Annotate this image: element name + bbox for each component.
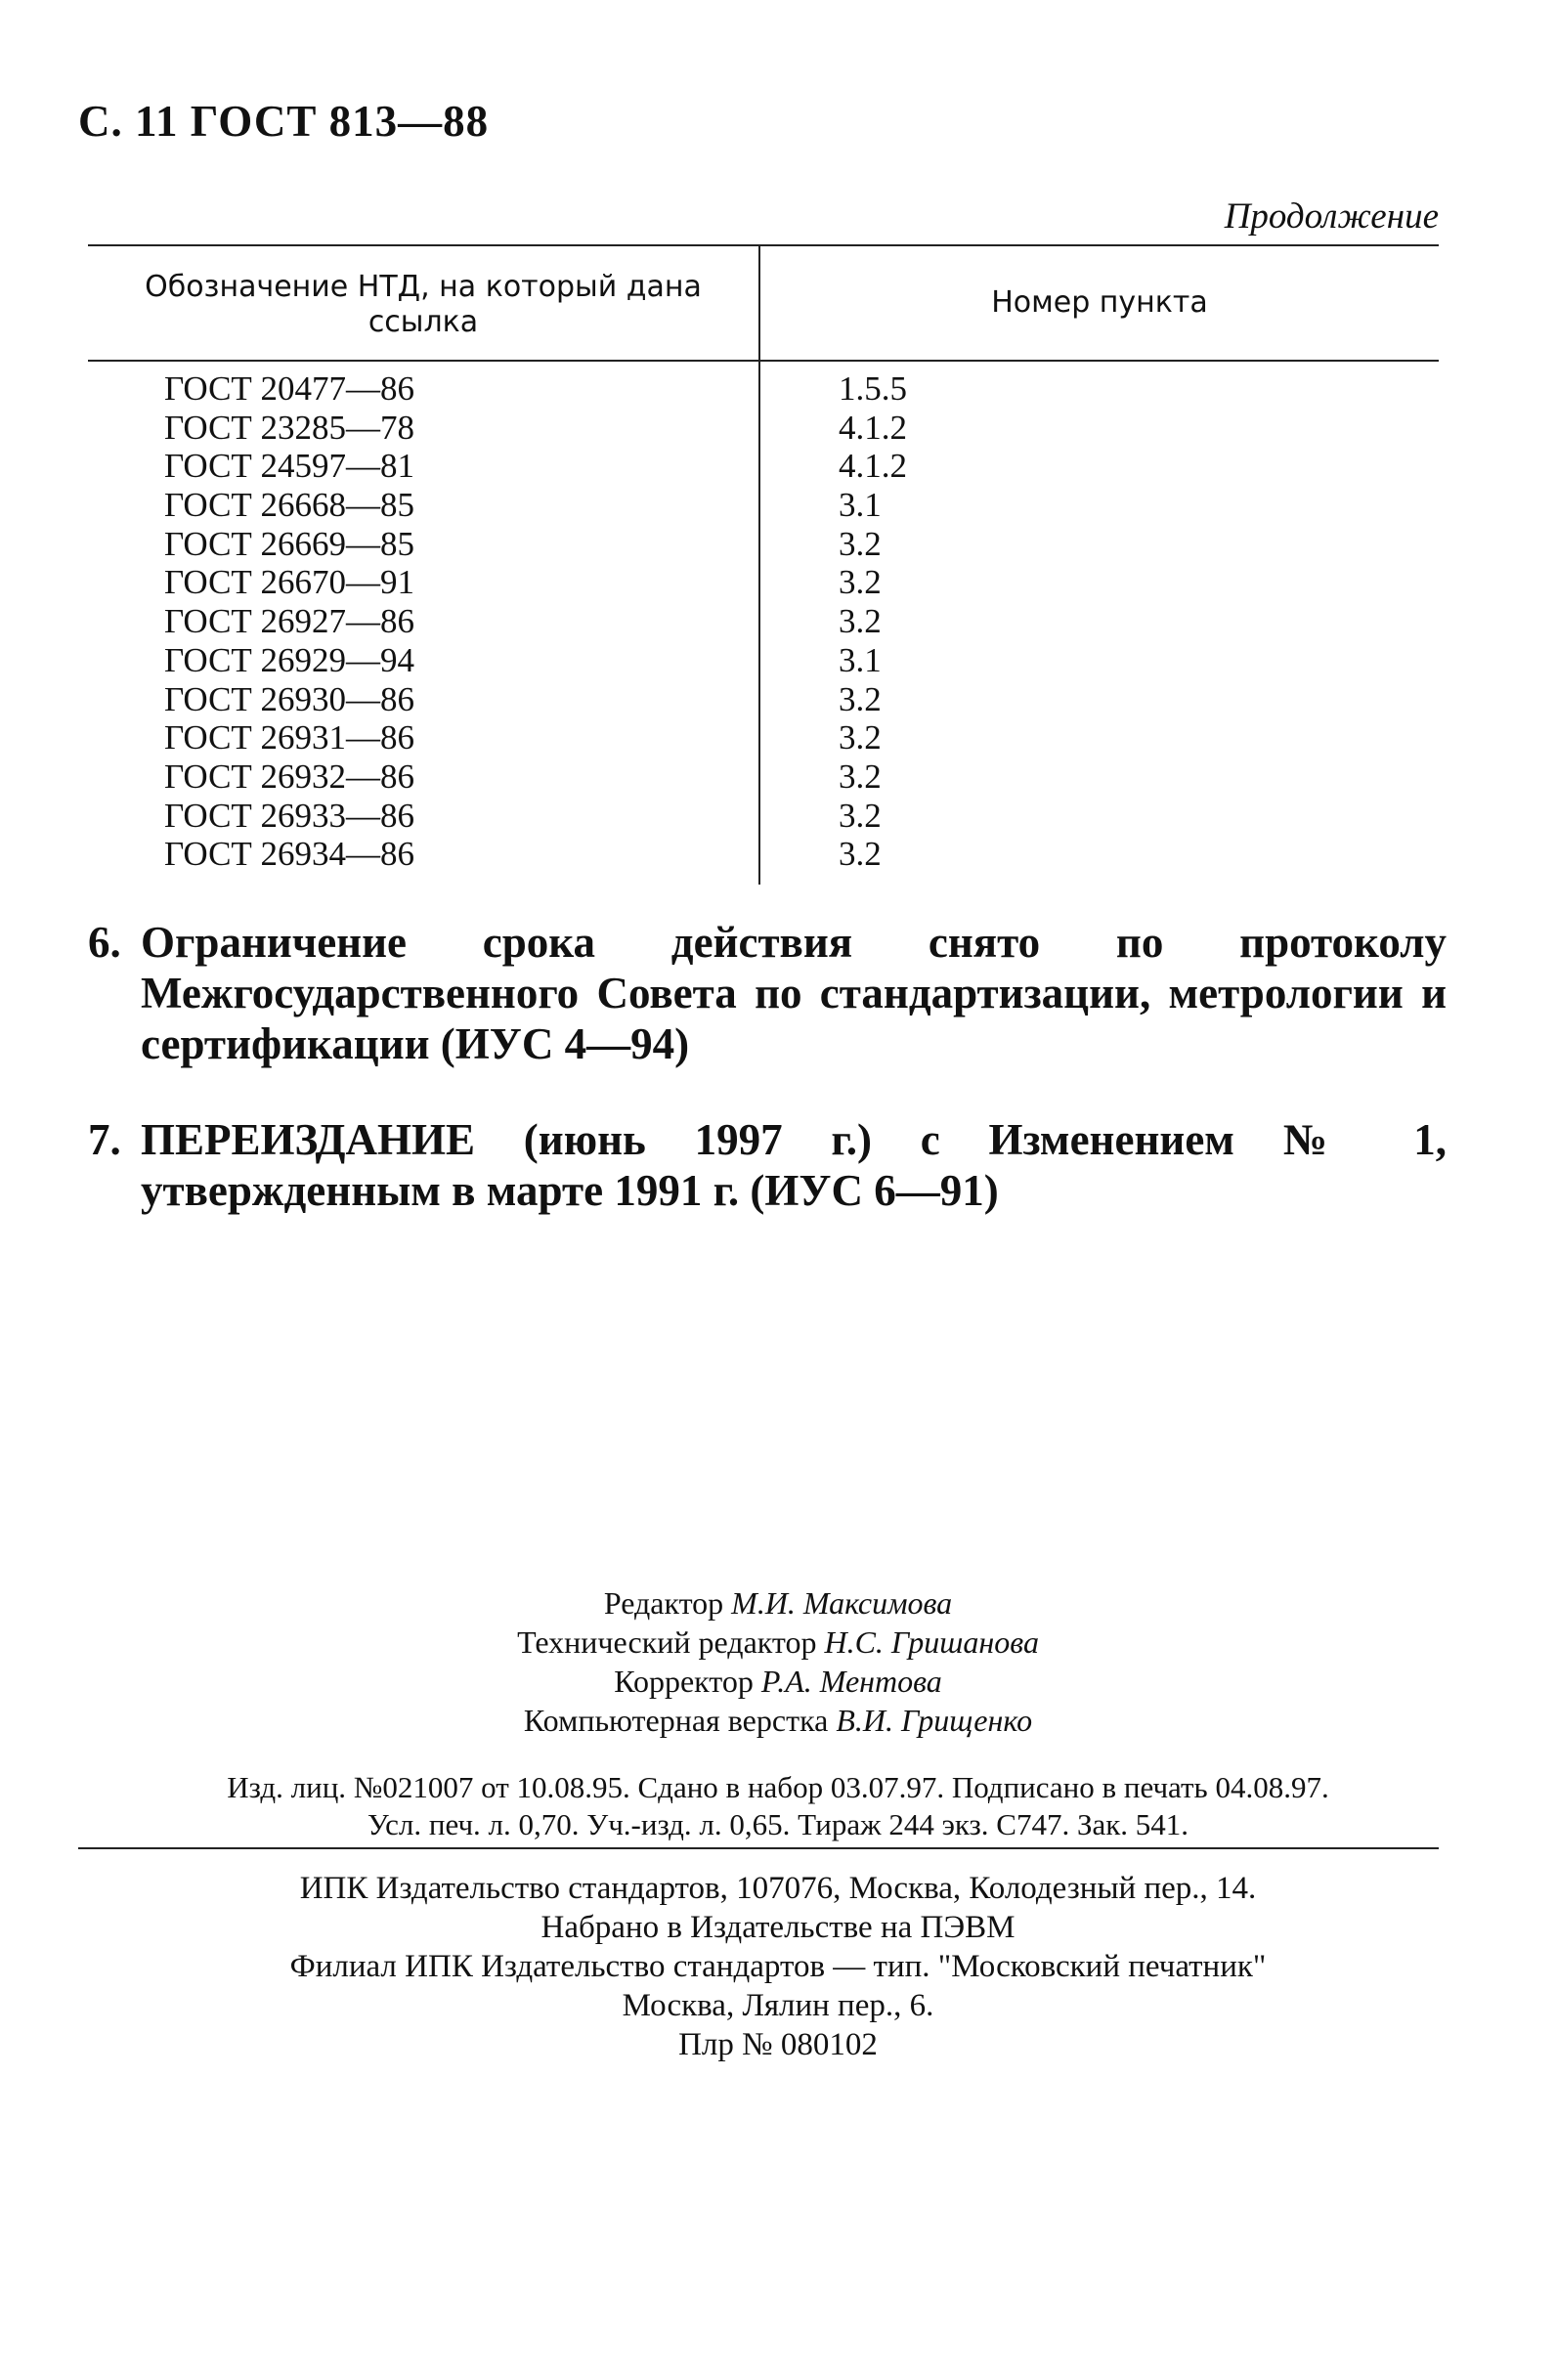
- table-row: [88, 718, 1439, 757]
- credit-person: В.И. Грищенко: [836, 1703, 1033, 1738]
- row-document: ГОСТ 26927—86: [164, 602, 415, 641]
- credit-role: Технический редактор: [517, 1624, 817, 1660]
- row-document: ГОСТ 26933—86: [164, 796, 415, 835]
- item-number: 6.: [88, 918, 121, 967]
- table-row: [88, 680, 1439, 719]
- row-clause: 3.2: [839, 563, 882, 602]
- row-clause: 3.2: [839, 718, 882, 757]
- credit-person: Р.А. Ментова: [760, 1664, 942, 1699]
- printer-line: Набрано в Издательстве на ПЭВМ: [540, 1910, 1016, 1945]
- item-text: ПЕРЕИЗДАНИЕ (июнь 1997 г.) с Изменением № 1, утвержденным в марте 1991 г. (ИУС 6—91): [141, 1115, 1447, 1215]
- table-row: [88, 835, 1439, 874]
- row-clause: 3.2: [839, 679, 882, 718]
- printer-line: ИПК Издательство стандартов, 107076, Москва, Колодезный пер., 14.: [299, 1871, 1257, 1906]
- page-header: С. 11 ГОСТ 813—88: [78, 97, 490, 146]
- table-row: [88, 525, 1439, 564]
- reference-table: [88, 244, 1439, 885]
- publication-details-line-2: Усл. печ. л. 0,70. Уч.-изд. л. 0,65. Тираж 244 экз. С747. Зак. 541.: [367, 1807, 1189, 1841]
- credit-layout: [0, 1701, 1556, 1740]
- row-clause: 3.1: [839, 486, 882, 525]
- column-header-clause: Номер пункта: [991, 285, 1208, 320]
- credit-role: Компьютерная верстка: [523, 1703, 829, 1738]
- row-document: ГОСТ 26930—86: [164, 679, 415, 718]
- row-clause: 4.1.2: [839, 408, 907, 447]
- printer-line: Москва, Лялин пер., 6.: [622, 1988, 934, 2023]
- credit-person: Н.С. Гришанова: [824, 1624, 1039, 1660]
- table-row: [88, 797, 1439, 836]
- continuation-label: Продолжение: [1224, 196, 1439, 237]
- table-row: [88, 602, 1439, 641]
- credit-person: М.И. Максимова: [731, 1585, 953, 1621]
- row-document: ГОСТ 26670—91: [164, 563, 415, 602]
- row-clause: 4.1.2: [839, 447, 907, 486]
- row-clause: 1.5.5: [839, 369, 907, 408]
- row-document: ГОСТ 26929—94: [164, 640, 415, 679]
- table-row: [88, 563, 1439, 602]
- publication-details-line-1: Изд. лиц. №021007 от 10.08.95. Сдано в набор 03.07.97. Подписано в печать 04.08.97.: [227, 1770, 1329, 1804]
- printer-line: Плр № 080102: [678, 2027, 878, 2062]
- table-row: [88, 369, 1439, 409]
- credit-role: Корректор: [614, 1664, 754, 1699]
- table-row: [88, 409, 1439, 448]
- item-text: Ограничение срока действия снято по протоколу Межгосударственного Совета по стандартизации, метрологии и сертификации (ИУС 4—94): [141, 918, 1447, 1068]
- credit-role: Редактор: [603, 1585, 724, 1621]
- row-document: ГОСТ 26934—86: [164, 835, 415, 874]
- table-row: [88, 447, 1439, 486]
- list-item-7: [88, 1114, 1447, 1216]
- row-document: ГОСТ 20477—86: [164, 369, 415, 408]
- row-clause: 3.2: [839, 602, 882, 641]
- row-document: ГОСТ 23285—78: [164, 408, 415, 447]
- row-document: ГОСТ 24597—81: [164, 447, 415, 486]
- publication-rule: [78, 1847, 1439, 1849]
- row-document: ГОСТ 26668—85: [164, 486, 415, 525]
- table-row: [88, 757, 1439, 797]
- table-top-rule: [88, 244, 1439, 246]
- row-clause: 3.2: [839, 757, 882, 796]
- item-number: 7.: [88, 1115, 121, 1164]
- credit-technical-editor: [0, 1623, 1556, 1662]
- table-body: [88, 369, 1439, 874]
- printer-line: Филиал ИПК Издательство стандартов — тип. "Московский печатник": [289, 1949, 1267, 1984]
- row-clause: 3.2: [839, 796, 882, 835]
- table-row: [88, 486, 1439, 525]
- row-clause: 3.2: [839, 835, 882, 874]
- table-row: [88, 641, 1439, 680]
- row-document: ГОСТ 26669—85: [164, 524, 415, 563]
- row-document: ГОСТ 26931—86: [164, 718, 415, 757]
- list-item-6: [88, 917, 1447, 1069]
- table-header-rule: [88, 360, 1439, 362]
- row-clause: 3.1: [839, 640, 882, 679]
- row-clause: 3.2: [839, 524, 882, 563]
- credit-editor: [0, 1583, 1556, 1623]
- credit-proofreader: [0, 1662, 1556, 1701]
- row-document: ГОСТ 26932—86: [164, 757, 415, 796]
- column-header-document: Обозначение НТД, на который дана ссылка: [145, 270, 702, 339]
